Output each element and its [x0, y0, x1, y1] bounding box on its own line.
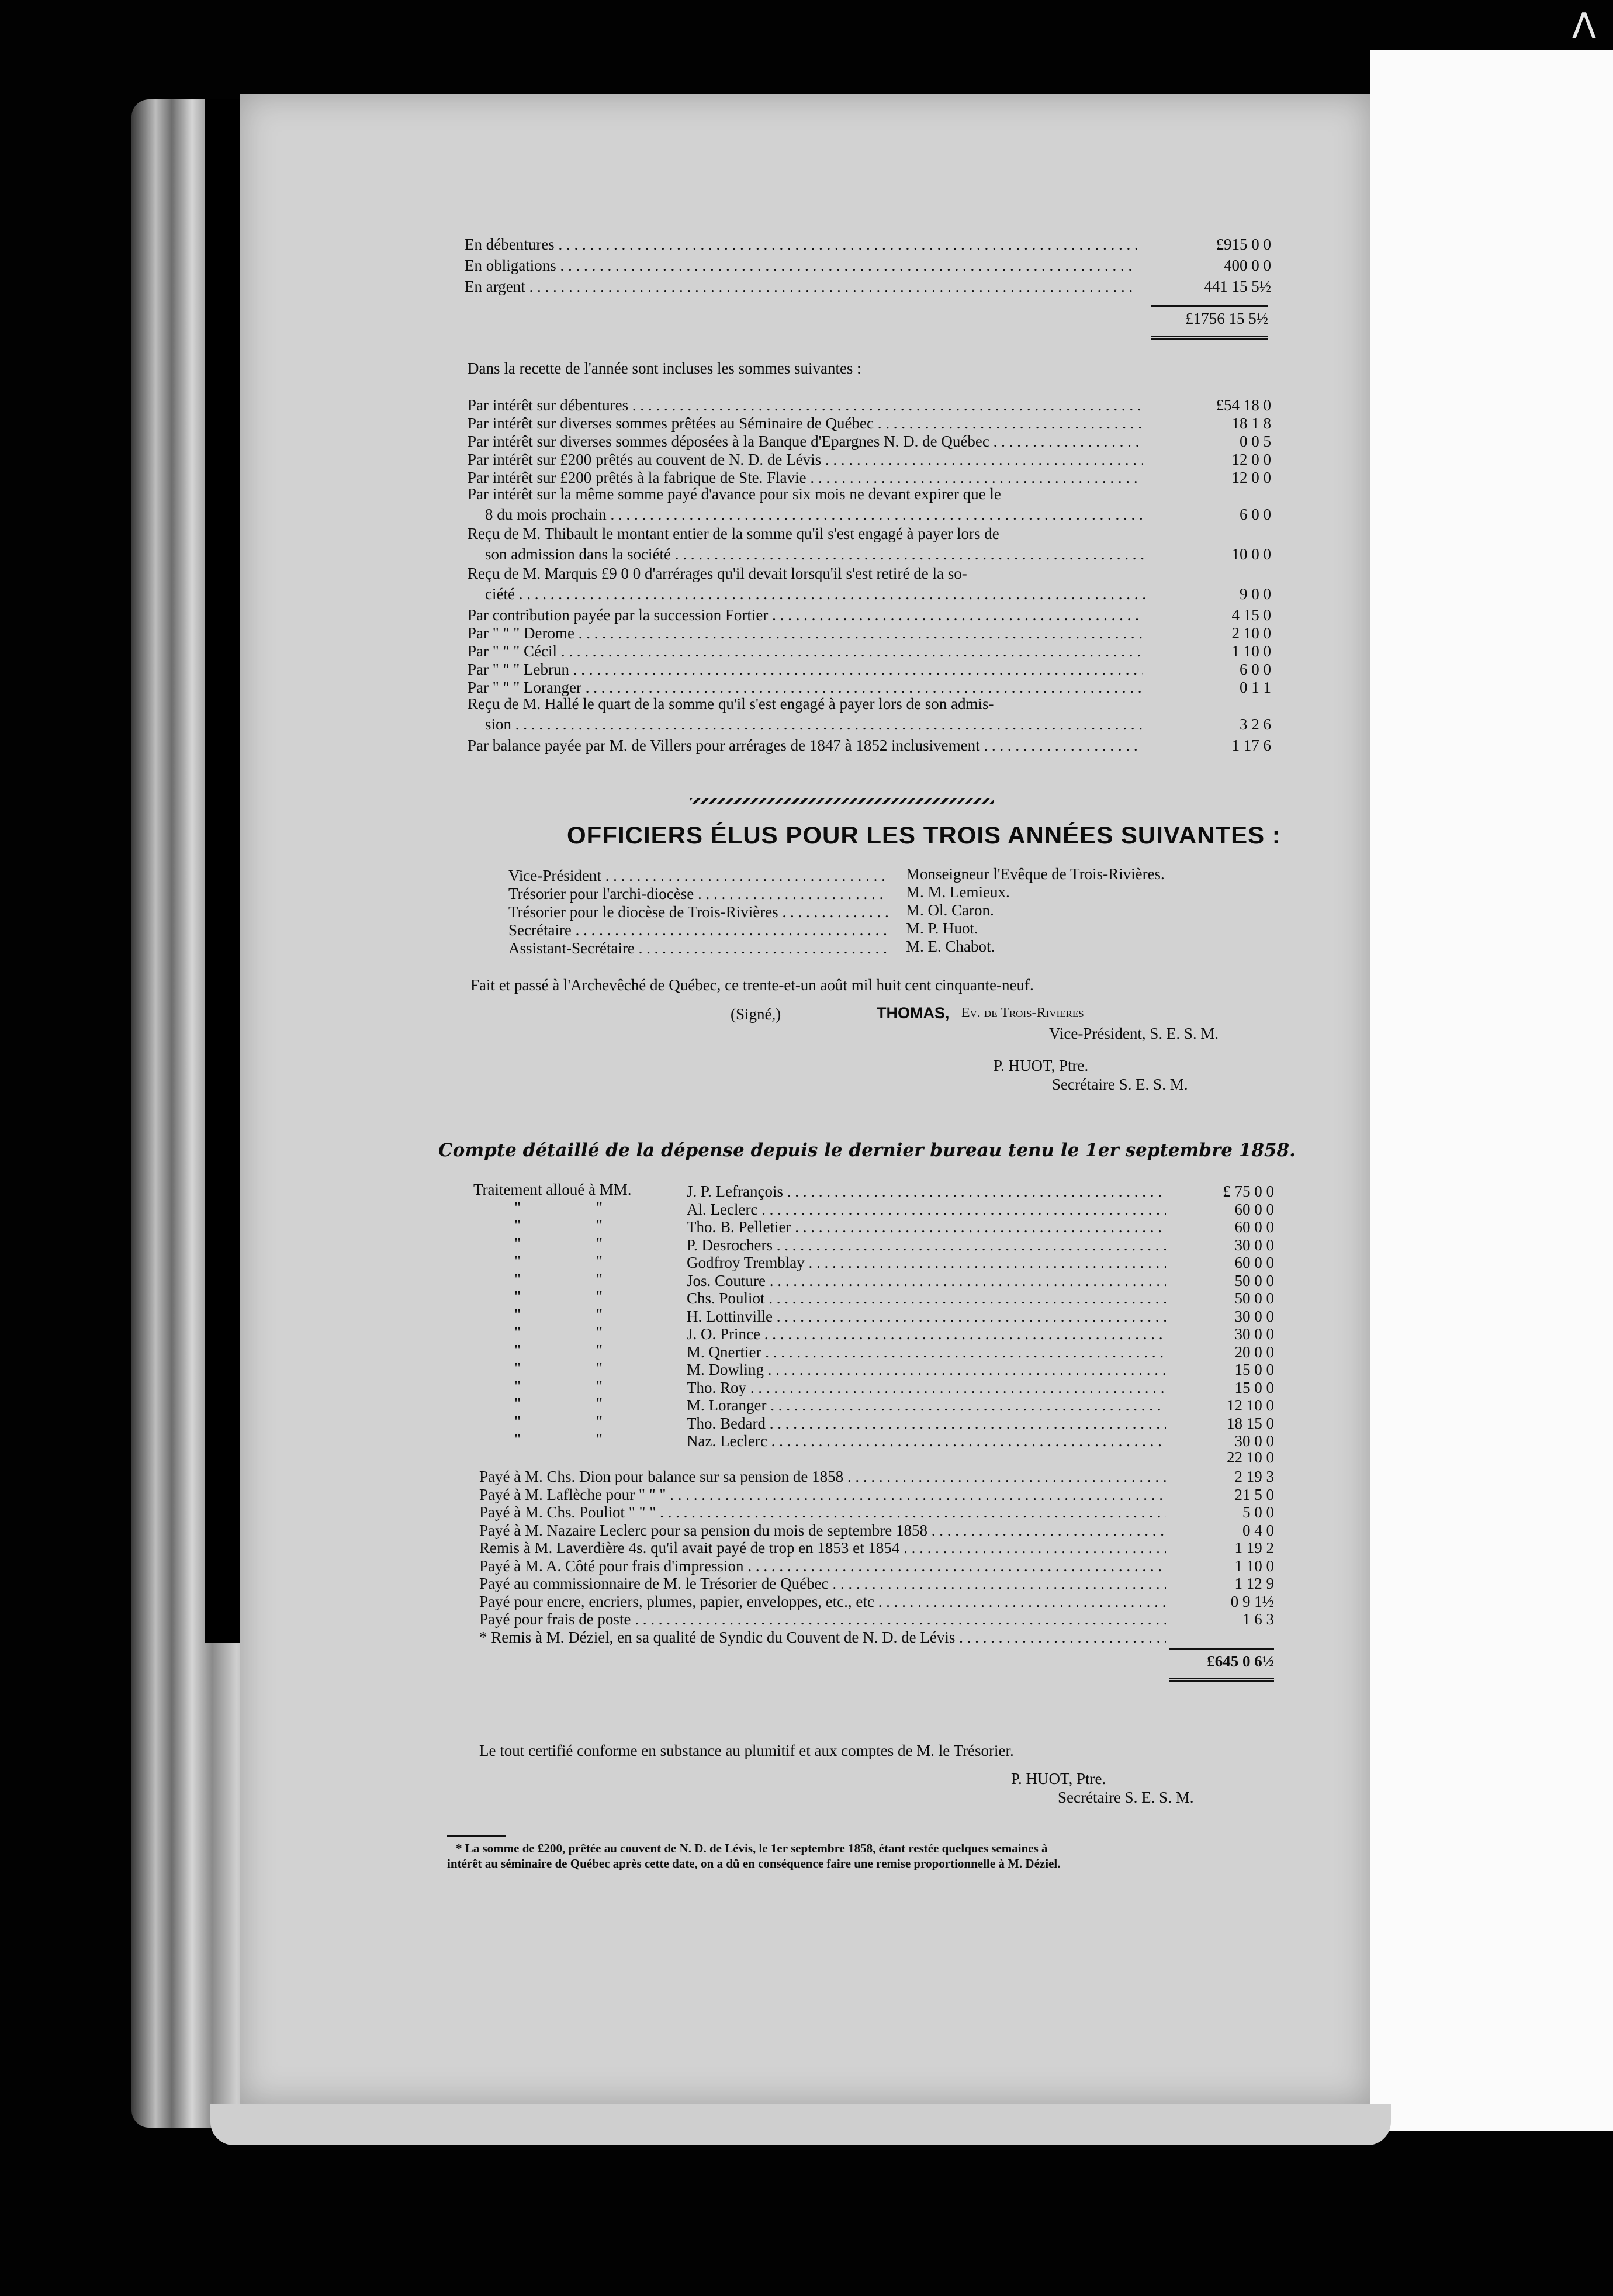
salary-prefix: Traitement alloué à MM.	[473, 1181, 632, 1198]
officer-name: Monseigneur l'Evêque de Trois-Rivières.	[906, 865, 1165, 883]
receipts-row-amount: £54 18 0	[1216, 396, 1271, 414]
summary-row-amount: 400 0 0	[1224, 257, 1271, 274]
ditto-mark: "	[596, 1270, 603, 1288]
ditto-mark: "	[596, 1377, 603, 1395]
ditto-mark: "	[596, 1341, 603, 1359]
salary-row-label: Naz. Leclerc . . .	[687, 1430, 1166, 1451]
officer-role-label: Trésorier pour le diocèse de Trois-Rivières . . .	[508, 901, 888, 922]
ditto-mark: "	[596, 1252, 603, 1270]
page-bottom-edge	[210, 2104, 1391, 2145]
ditto-mark: "	[514, 1359, 521, 1377]
salary-row-label: Tho. Bedard . . .	[687, 1413, 1166, 1434]
expenses-heading: Compte détaillé de la dépense depuis le dernier bureau tenu le 1er septembre 1858.	[438, 1140, 1296, 1161]
salary-row-amount: 60 0 0	[1234, 1200, 1274, 1218]
salary-row-label: Al. Leclerc . . .	[687, 1199, 1166, 1220]
certified-line: Le tout certifié conforme en substance au plumitif et aux comptes de M. le Trésorier.	[479, 1742, 1014, 1759]
summary-row-label: En argent . . .	[465, 276, 1137, 297]
receipts-row-label: Reçu de M. Thibault le montant entier de la somme qu'il s'est engagé à payer lors de	[468, 525, 999, 542]
expense-row-amount: 0 9 1½	[1230, 1592, 1274, 1610]
ditto-mark: "	[514, 1430, 521, 1448]
receipts-row-label: Par intérêt sur £200 prêtés à la fabrique de Ste. Flavie . . .	[468, 467, 1143, 488]
receipts-row-amount: 6 0 0	[1240, 506, 1271, 523]
sig1-name: THOMAS,	[877, 1004, 950, 1022]
receipts-row-amount: 6 0 0	[1240, 661, 1271, 678]
salary-row-label: Tho. Roy . . .	[687, 1377, 1166, 1398]
receipts-intro: Dans la recette de l'année sont incluses les sommes suivantes :	[468, 359, 861, 377]
expense-row-amount: 1 19 2	[1234, 1539, 1274, 1557]
officer-role-label: Secrétaire . . .	[508, 919, 888, 940]
expense-row-label: * Remis à M. Déziel, en sa qualité de Syndic du Couvent de N. D. de Lévis . . .	[479, 1627, 1166, 1648]
expense-row-amount: 1 10 0	[1234, 1557, 1274, 1575]
receipts-row-amount: 0 1 1	[1240, 679, 1271, 696]
ditto-mark: "	[514, 1288, 521, 1305]
expense-row-amount: 0 4 0	[1242, 1521, 1274, 1539]
expenses-sig-role: Secrétaire S. E. S. M.	[1058, 1789, 1194, 1806]
receipts-row-label: Par intérêt sur débentures . . .	[468, 395, 1143, 416]
expense-row-amount: 2 19 3	[1234, 1468, 1274, 1485]
ditto-mark: "	[514, 1323, 521, 1341]
footnote-rule	[447, 1835, 506, 1837]
summary-row-label: En débentures . . .	[465, 234, 1137, 255]
sig1-title: Ev. de Trois-Rivieres	[961, 1005, 1084, 1021]
footnote-line1: * La somme de £200, prêtée au couvent de N. D. de Lévis, le 1er septembre 1858, étant restée quelques semaines à	[456, 1841, 1048, 1855]
expense-row-amount: 1 12 9	[1234, 1575, 1274, 1592]
officer-role-label: Vice-Président . . .	[508, 865, 888, 886]
done-at-line: Fait et passé à l'Archevêché de Québec, ce trente-et-un août mil huit cent cinquante-neuf.	[470, 976, 1034, 994]
footnote-line2: intérêt au séminaire de Québec après cette date, on a dû en conséquence faire une remise proportionnelle à M. Déziel.	[447, 1856, 1061, 1870]
ditto-mark: "	[514, 1377, 521, 1395]
expense-row-label: Payé au commissionnaire de M. le Trésorier de Québec . . .	[479, 1573, 1166, 1594]
salary-row-label: J. O. Prince . . .	[687, 1323, 1166, 1344]
sig2-role: Secrétaire S. E. S. M.	[1052, 1076, 1188, 1093]
salary-row-amount: 30 0 0	[1234, 1325, 1274, 1343]
summary-row-amount: £915 0 0	[1216, 236, 1271, 253]
expense-row	[479, 1627, 1274, 1648]
salary-row-amount: 12 10 0	[1227, 1396, 1274, 1414]
salary-row-amount: 60 0 0	[1234, 1218, 1274, 1236]
signed-label: (Signé,)	[731, 1005, 781, 1023]
salary-row-label: Tho. B. Pelletier . . .	[687, 1216, 1166, 1237]
receipts-row	[468, 735, 1271, 756]
expenses-sig-name: P. HUOT, Ptre.	[1011, 1770, 1106, 1787]
receipts-row-label: Reçu de M. Marquis £9 0 0 d'arrérages qu'il devait lorsqu'il s'est retiré de la so-	[468, 565, 967, 582]
corner-mark: ⴷ	[1572, 6, 1597, 47]
expense-row-label: Payé à M. Chs. Pouliot " " " . . .	[479, 1502, 1166, 1523]
salary-row-amount: 30 0 0	[1234, 1432, 1274, 1450]
salary-row-amount: £ 75 0 0	[1223, 1182, 1274, 1200]
expense-row-amount: 1 6 3	[1242, 1610, 1274, 1628]
ditto-mark: "	[514, 1216, 521, 1234]
expense-row-label: Payé à M. Nazaire Leclerc pour sa pension du mois de septembre 1858 . . .	[479, 1520, 1166, 1541]
salary-row-label: P. Desrochers . . .	[687, 1235, 1166, 1256]
receipts-row-amount: 4 15 0	[1231, 606, 1271, 624]
expense-row-label: Payé à M. Chs. Dion pour balance sur sa pension de 1858 . . .	[479, 1466, 1166, 1487]
ditto-mark: "	[596, 1305, 603, 1323]
summary-row	[465, 255, 1271, 276]
summary-row	[465, 276, 1271, 297]
salary-row-amount: 30 0 0	[1234, 1236, 1274, 1254]
receipts-row-label: son admission dans la société . . .	[485, 544, 1145, 565]
ditto-mark: "	[596, 1288, 603, 1305]
sig1-role: Vice-Président, S. E. S. M.	[1049, 1025, 1219, 1042]
receipts-row-label: Par intérêt sur diverses sommes déposées à la Banque d'Epargnes N. D. de Québec . . .	[468, 431, 1143, 452]
salary-row-label: M. Qnertier . . .	[687, 1341, 1166, 1363]
receipts-row-label: Par intérêt sur la même somme payé d'avance pour six mois ne devant expirer que le	[468, 485, 1001, 503]
receipts-row-label: ciété . . .	[485, 583, 1145, 604]
salary-row-label: H. Lottinville . . .	[687, 1306, 1166, 1327]
ditto-mark: "	[596, 1234, 603, 1252]
salary-row-amount: 15 0 0	[1234, 1361, 1274, 1378]
officer-role-label: Trésorier pour l'archi-diocèse . . .	[508, 883, 888, 904]
ditto-mark: "	[596, 1323, 603, 1341]
salary-row-amount: 15 0 0	[1234, 1378, 1274, 1396]
expenses-double-rule	[1169, 1678, 1274, 1682]
receipts-row-amount: 12 0 0	[1231, 469, 1271, 486]
receipts-row-label: Reçu de M. Hallé le quart de la somme qu'il s'est engagé à payer lors de son admis-	[468, 695, 994, 713]
salary-row-label: Jos. Couture . . .	[687, 1270, 1166, 1291]
summary-row-amount: 441 15 5½	[1204, 278, 1271, 295]
ditto-mark: "	[514, 1270, 521, 1288]
ditto-mark: "	[514, 1395, 521, 1412]
salary-extra-amount: 22 10 0	[1227, 1448, 1274, 1466]
salary-row-label: J. P. Lefrançois . . .	[687, 1181, 1166, 1202]
receipts-row-amount: 10 0 0	[1231, 545, 1271, 563]
receipts-row	[485, 544, 1271, 565]
receipts-row-label: Par contribution payée par la succession Fortier . . .	[468, 604, 1143, 625]
receipts-row	[485, 504, 1271, 525]
summary-rule	[1151, 305, 1268, 307]
receipts-row-amount: 12 0 0	[1231, 451, 1271, 468]
salary-row-label: M. Loranger . . .	[687, 1395, 1166, 1416]
salary-row-label: Chs. Pouliot . . .	[687, 1288, 1166, 1309]
officer-name: M. E. Chabot.	[906, 938, 995, 955]
salary-row-amount: 20 0 0	[1234, 1343, 1274, 1361]
receipts-row-amount: 0 0 5	[1240, 433, 1271, 450]
ditto-mark: "	[596, 1359, 603, 1377]
expense-row-amount: 5 0 0	[1242, 1503, 1274, 1521]
salary-row-amount: 60 0 0	[1234, 1254, 1274, 1271]
receipts-row-label: sion . . .	[485, 714, 1145, 735]
expense-row-label: Payé à M. A. Côté pour frais d'impression . . .	[479, 1555, 1166, 1576]
summary-row-label: En obligations . . .	[465, 255, 1137, 276]
ditto-mark: "	[596, 1430, 603, 1448]
document-page	[240, 94, 1370, 2104]
officer-name: M. M. Lemieux.	[906, 883, 1010, 901]
ditto-mark: "	[514, 1341, 521, 1359]
receipts-row-label: Par " " " Lebrun . . .	[468, 659, 1143, 680]
facing-blank-page	[1370, 50, 1613, 2131]
summary-double-rule	[1151, 336, 1268, 340]
sig2-name: P. HUOT, Ptre.	[994, 1057, 1089, 1074]
receipts-row-amount: 18 1 8	[1231, 414, 1271, 432]
expense-row-label: Remis à M. Laverdière 4s. qu'il avait payé de trop en 1853 et 1854 . . .	[479, 1537, 1166, 1558]
salary-row-label: M. Dowling . . .	[687, 1359, 1166, 1380]
summary-total: £1756 15 5½	[1185, 310, 1268, 327]
officer-role	[508, 938, 888, 959]
receipts-row-amount: 9 0 0	[1240, 585, 1271, 603]
receipts-row-label: Par " " " Derome . . .	[468, 623, 1143, 644]
ditto-mark: "	[514, 1412, 521, 1430]
ditto-mark: "	[596, 1198, 603, 1216]
ditto-mark: "	[596, 1412, 603, 1430]
officer-name: M. Ol. Caron.	[906, 901, 994, 919]
ditto-mark: "	[514, 1305, 521, 1323]
receipts-row-label: Par " " " Loranger . . .	[468, 677, 1143, 698]
expense-row-label: Payé à M. Laflèche pour " " " . . .	[479, 1484, 1166, 1505]
receipts-row-amount: 2 10 0	[1231, 624, 1271, 642]
expense-row-amount: 21 5 0	[1234, 1485, 1274, 1503]
ditto-mark: "	[514, 1198, 521, 1216]
expense-row-label: Payé pour frais de poste . . .	[479, 1609, 1166, 1630]
expense-row-label: Payé pour encre, encriers, plumes, papier, enveloppes, etc., etc . . .	[479, 1591, 1166, 1612]
salary-row-amount: 50 0 0	[1234, 1289, 1274, 1307]
receipts-row-label: Par balance payée par M. de Villers pour arrérages de 1847 à 1852 inclusivement . . .	[468, 735, 1143, 756]
salary-row-amount: 18 15 0	[1227, 1414, 1274, 1432]
ditto-mark: "	[514, 1234, 521, 1252]
officer-role-label: Assistant-Secrétaire . . .	[508, 938, 888, 959]
receipts-row-label: Par " " " Cécil . . .	[468, 641, 1143, 662]
binding-shadow	[205, 99, 241, 1643]
decorative-separator	[690, 798, 994, 804]
receipts-row-label: Par intérêt sur £200 prêtés au couvent de N. D. de Lévis . . .	[468, 449, 1143, 470]
ditto-mark: "	[596, 1216, 603, 1234]
officers-heading: OFFICIERS ÉLUS POUR LES TROIS ANNÉES SUIVANTES :	[567, 821, 1281, 849]
receipts-row	[485, 714, 1271, 735]
expenses-total: £645 0 6½	[1207, 1652, 1274, 1670]
expenses-rule	[1169, 1648, 1274, 1650]
receipts-row-label: 8 du mois prochain . . .	[485, 504, 1145, 525]
officer-name: M. P. Huot.	[906, 919, 978, 937]
receipts-row-amount: 3 2 6	[1240, 715, 1271, 733]
receipts-row-amount: 1 17 6	[1231, 736, 1271, 754]
ditto-mark: "	[514, 1252, 521, 1270]
salary-row-amount: 50 0 0	[1234, 1271, 1274, 1289]
receipts-row-label: Par intérêt sur diverses sommes prêtées au Séminaire de Québec . . .	[468, 413, 1143, 434]
receipts-row	[485, 583, 1271, 604]
ditto-mark: "	[596, 1395, 603, 1412]
summary-row	[465, 234, 1271, 255]
salary-row-amount: 30 0 0	[1234, 1307, 1274, 1325]
salary-row-label: Godfroy Tremblay . . .	[687, 1252, 1166, 1273]
receipts-row-amount: 1 10 0	[1231, 642, 1271, 660]
